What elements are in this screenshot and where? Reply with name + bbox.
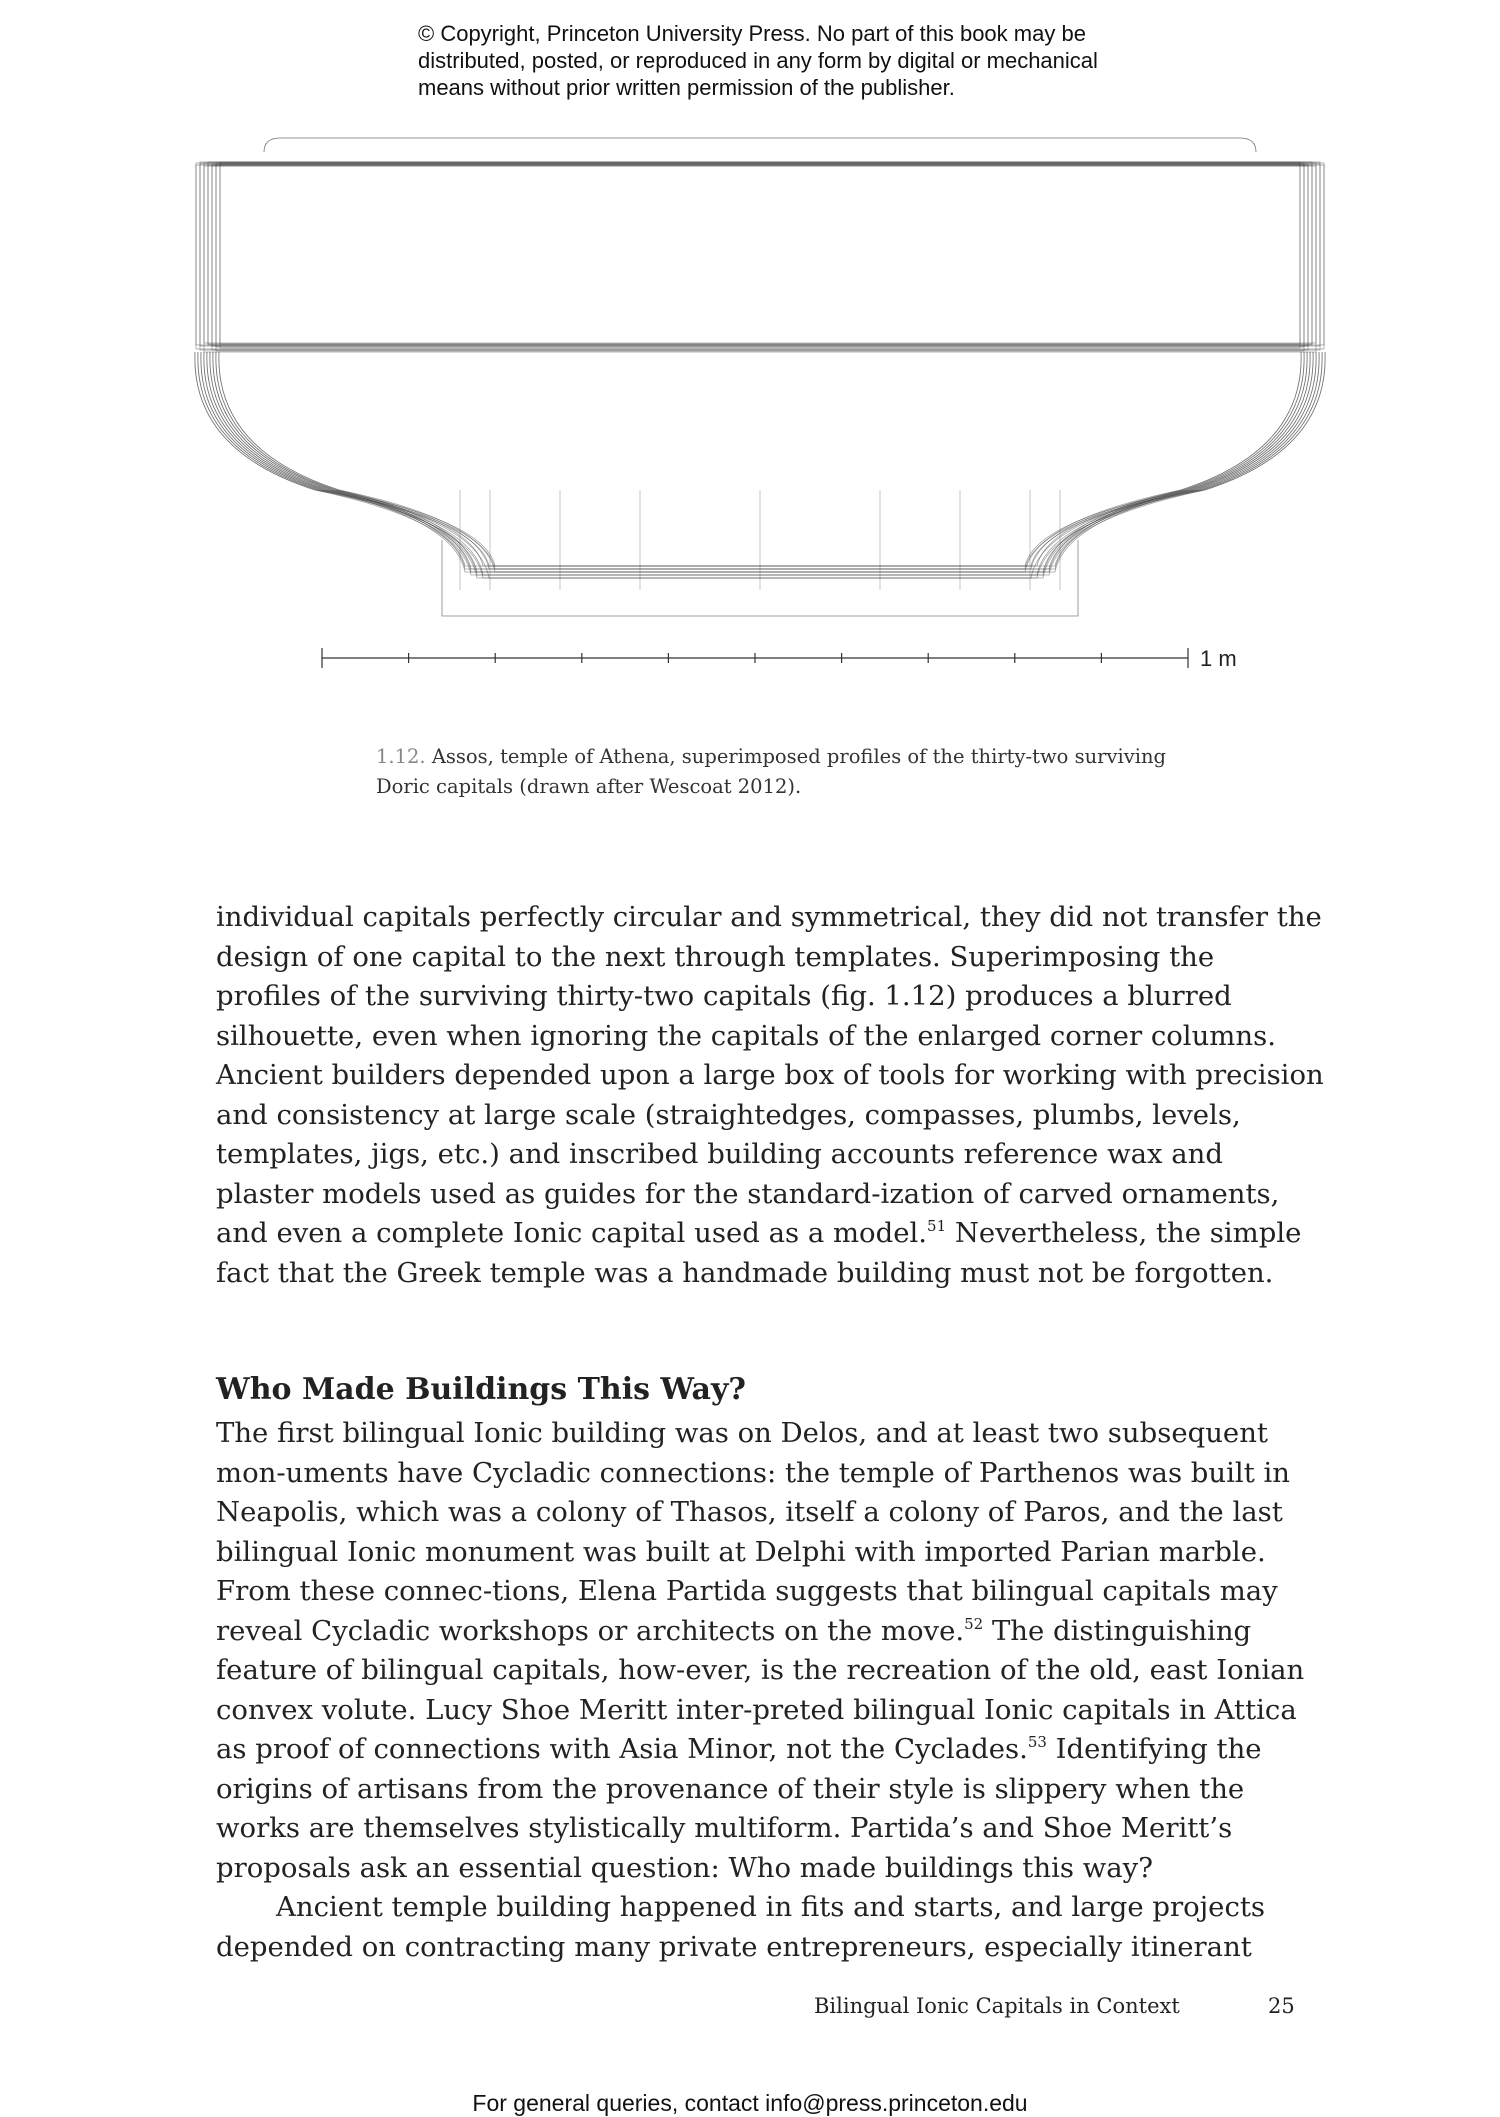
footnote-ref-52[interactable]: 52 xyxy=(964,1614,984,1633)
paragraph-1-text-b: Nevertheless, the simple fact that the Greek temple was a handmade building must not be forgotten. xyxy=(216,1217,1302,1289)
profile-abacus xyxy=(196,163,1324,345)
profile-abacus xyxy=(200,162,1320,346)
profile-abacus xyxy=(220,164,1300,344)
paragraph-1 xyxy=(216,898,1326,1293)
paragraph-1-text-a: individual capitals perfectly circular and symmetrical, they did not transfer the design of one capital to the next through templates. Superimposing the profiles of the surviving thirty-two capitals (fig. 1.12) produces a blurred silhouette, even when ignoring the capitals of the enlarged corner columns. Ancient builders depended upon a large box of tools for working with precision and consistency at large scale (straightedges, compasses, plumbs, levels, templates, jigs, etc.) and inscribed building accounts reference wax and plaster models used as guides for the standard-ization of carved ornaments, and even a complete Ionic capital used as a model. xyxy=(216,901,1324,1249)
capital-profiles-figure xyxy=(180,120,1340,680)
scale-label: 1 m xyxy=(1200,646,1237,671)
footnote-ref-51[interactable]: 51 xyxy=(927,1217,947,1235)
figure-caption-text: Assos, temple of Athena, superimposed profiles of the thirty-two surviving Doric capitals (drawn after Wescoat 2012). xyxy=(376,745,1167,798)
paragraph-2-text-c: Identifying the origins of artisans from the provenance of their style is slippery when the works are themselves stylistically multiform. Partida’s and Shoe Meritt’s proposals ask an essential question: Who made buildings this way? xyxy=(216,1733,1262,1884)
section-heading: Who Made Buildings This Way? xyxy=(216,1372,746,1407)
profile-abacus xyxy=(208,165,1312,345)
profile-abacus xyxy=(216,165,1304,351)
profile-abacus xyxy=(220,162,1300,348)
profile-abacus xyxy=(204,163,1316,343)
figure-caption xyxy=(376,742,1206,802)
running-title: Bilingual Ionic Capitals in Context xyxy=(814,1994,1180,2018)
figure-number: 1.12. xyxy=(376,745,426,768)
paragraph-2 xyxy=(216,1414,1326,1967)
copyright-notice: © Copyright, Princeton University Press. No part of this book may be distributed, posted, or reproduced in any form by digital or mechanical means without prior written permission of the publisher. xyxy=(418,21,1098,100)
profile-abacus xyxy=(200,164,1320,350)
profile-abacus xyxy=(212,166,1308,350)
paragraph-2-text-b: The distinguishing feature of bilingual capitals, how-ever, is the recreation of the old, east Ionian convex volute. Lucy Shoe Meritt inter-preted bilingual Ionic capitals in Attica as proof of connections with Asia Minor, not the Cyclades. xyxy=(216,1614,1305,1765)
footer-contact: For general queries, contact info@press.princeton.edu xyxy=(472,2090,1028,2116)
page-number: 25 xyxy=(1268,1994,1295,2018)
profile-abacus xyxy=(212,164,1308,346)
profile-abacus xyxy=(216,163,1304,347)
paragraph-3: Ancient temple building happened in fits and starts, and large projects depended on contracting many private entrepreneurs, especially itinerant xyxy=(216,1891,1266,1963)
profile-abacus xyxy=(204,166,1316,352)
paragraph-2-text-a: The first bilingual Ionic building was on Delos, and at least two subsequent mon-uments have Cycladic connections: the temple of Parthenos was built in Neapolis, which was a colony of Thasos, itself a colony of Paros, and the last bilingual Ionic monument was built at Delphi with imported Parian marble. From these connec-tions, Elena Partida suggests that bilingual capitals may reveal Cycladic workshops or architects on the move. xyxy=(216,1417,1291,1647)
capital-profiles-drawing xyxy=(180,120,1340,680)
profile-abacus xyxy=(196,165,1324,349)
profile-abacus xyxy=(208,162,1312,344)
footnote-ref-53[interactable]: 53 xyxy=(1027,1733,1047,1751)
